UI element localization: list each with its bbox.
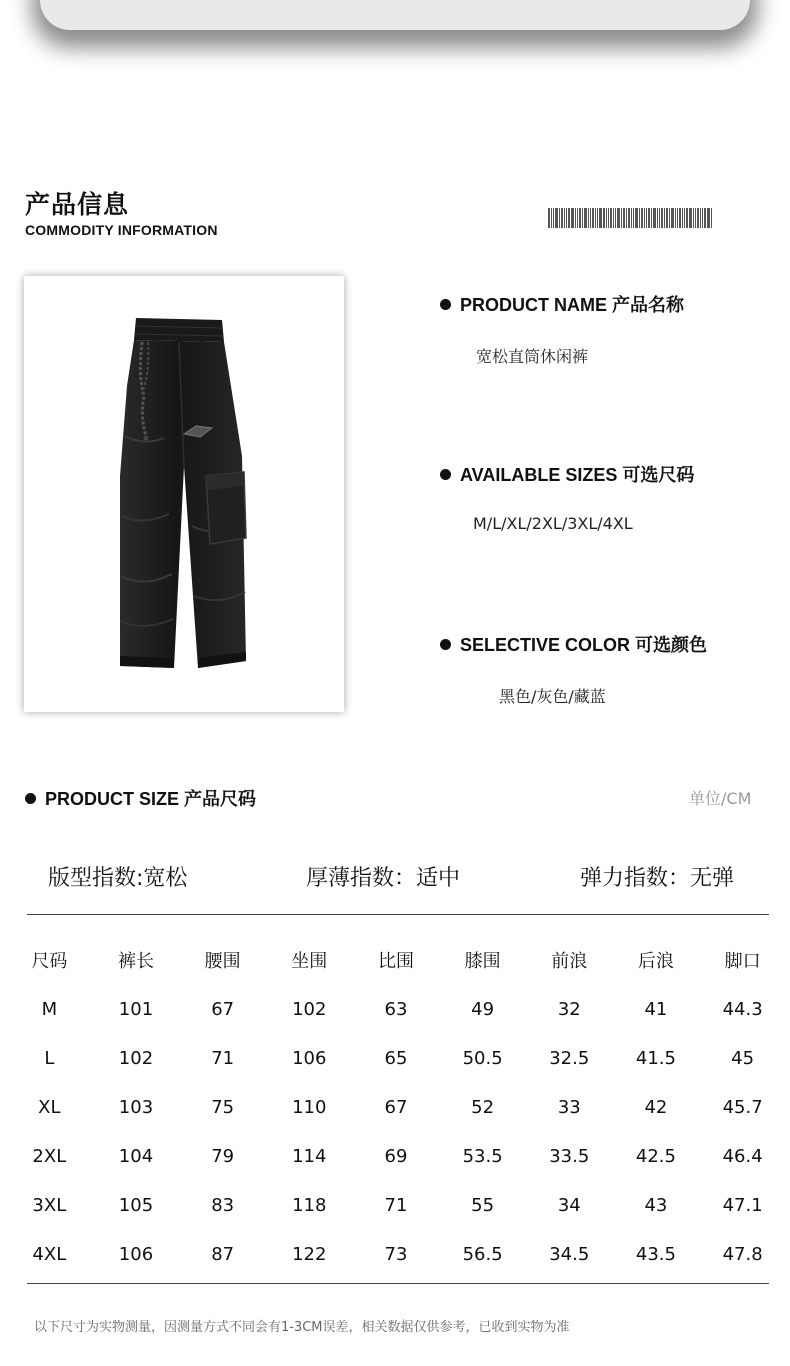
table-top-rule (27, 914, 769, 915)
size-table-header (6, 935, 786, 985)
product-image-card (24, 276, 344, 712)
table-cell: 56.5 (462, 1244, 503, 1265)
table-cell: 63 (384, 999, 408, 1020)
table-cell: 47.8 (722, 1244, 763, 1265)
section-subtitle: COMMODITY INFORMATION (25, 222, 218, 238)
fit-index: 版型指数:宽松 (48, 866, 188, 891)
table-cell: 44.3 (722, 999, 763, 1020)
table-cell: 73 (384, 1244, 408, 1265)
table-cell: 118 (292, 1195, 327, 1216)
table-cell: 105 (118, 1195, 154, 1216)
table-cell: 50.5 (462, 1048, 503, 1069)
table-cell: 33 (557, 1097, 581, 1118)
column-header: 尺码 (31, 951, 68, 972)
column-header: 前浪 (551, 951, 588, 972)
table-cell: 110 (292, 1097, 327, 1118)
table-cell: 79 (211, 1146, 235, 1167)
table-cell: 104 (118, 1146, 154, 1167)
product-name-value: 宽松直筒休闲裤 (476, 347, 589, 366)
table-cell: 42 (644, 1097, 668, 1118)
table-cell: 45 (731, 1048, 755, 1069)
column-header: 比围 (377, 951, 414, 972)
table-row (6, 985, 786, 1034)
table-cell: 33.5 (549, 1146, 590, 1167)
table-cell: 34.5 (549, 1244, 590, 1265)
table-row (6, 1230, 786, 1279)
column-header: 膝围 (464, 951, 501, 972)
table-cell: 41.5 (635, 1048, 676, 1069)
table-cell: M (41, 999, 58, 1020)
bullet-dot-icon (440, 639, 451, 650)
table-cell: 32.5 (549, 1048, 590, 1069)
top-product-card-shadow (40, 0, 750, 30)
table-cell: 34 (557, 1195, 581, 1216)
column-header: 腰围 (204, 951, 241, 972)
table-cell: 67 (384, 1097, 408, 1118)
table-cell: 75 (211, 1097, 235, 1118)
column-header: 裤长 (117, 951, 154, 972)
table-cell: 106 (292, 1048, 327, 1069)
table-cell: 4XL (32, 1244, 67, 1265)
table-cell: 122 (292, 1244, 327, 1265)
info-selective-color (440, 631, 707, 657)
table-cell: 52 (471, 1097, 495, 1118)
product-size-heading (25, 785, 256, 811)
table-cell: 46.4 (722, 1146, 763, 1167)
table-cell: 102 (118, 1048, 154, 1069)
cargo-pants-image (24, 276, 344, 712)
info-product-name (440, 291, 684, 317)
table-cell: 71 (384, 1195, 408, 1216)
table-cell: 102 (292, 999, 327, 1020)
measurement-footnote: 以下尺寸为实物测量，因测量方式不同会有1-3CM误差，相关数据仅供参考，已收到实物为准 (34, 1320, 570, 1335)
table-row (6, 1034, 786, 1083)
column-header: 后浪 (637, 951, 674, 972)
table-cell: 32 (557, 999, 581, 1020)
available-sizes-value: M/L/XL/2XL/3XL/4XL (473, 514, 633, 533)
table-cell: 3XL (32, 1195, 67, 1216)
elasticity-index: 弹力指数：无弹 (580, 866, 735, 891)
product-size-title: PRODUCT SIZE 产品尺码 (45, 789, 257, 809)
table-cell: 42.5 (635, 1146, 676, 1167)
table-cell: L (44, 1048, 55, 1069)
table-row (6, 1083, 786, 1132)
table-cell: 65 (384, 1048, 408, 1069)
table-cell: 103 (118, 1097, 154, 1118)
info-label: PRODUCT NAME 产品名称 (460, 295, 684, 315)
table-cell: 43 (644, 1195, 668, 1216)
bullet-dot-icon (25, 793, 36, 804)
bullet-dot-icon (440, 299, 451, 310)
table-cell: 55 (471, 1195, 495, 1216)
bullet-dot-icon (440, 469, 451, 480)
size-table-body (6, 985, 786, 1279)
table-cell: 2XL (32, 1146, 67, 1167)
column-header: 脚口 (724, 951, 761, 972)
table-cell: 69 (384, 1146, 408, 1167)
table-cell: 45.7 (722, 1097, 763, 1118)
size-table (6, 935, 786, 1279)
table-cell: 43.5 (635, 1244, 676, 1265)
table-cell: XL (38, 1097, 61, 1118)
column-header: 坐围 (291, 951, 328, 972)
unit-label: 单位/CM (689, 789, 752, 808)
table-cell: 67 (211, 999, 235, 1020)
table-cell: 87 (211, 1244, 235, 1265)
thickness-index: 厚薄指数：适中 (306, 866, 461, 891)
info-label: SELECTIVE COLOR 可选颜色 (460, 635, 708, 655)
table-cell: 106 (118, 1244, 154, 1265)
table-cell: 53.5 (462, 1146, 503, 1167)
table-cell: 83 (211, 1195, 235, 1216)
table-cell: 41 (644, 999, 668, 1020)
barcode-icon (548, 208, 748, 228)
info-label: AVAILABLE SIZES 可选尺码 (460, 465, 695, 485)
table-cell: 101 (118, 999, 154, 1020)
info-available-sizes (440, 461, 694, 487)
table-cell: 71 (211, 1048, 235, 1069)
table-cell: 114 (292, 1146, 327, 1167)
table-cell: 49 (471, 999, 495, 1020)
table-bottom-rule (27, 1283, 769, 1284)
table-row (6, 1181, 786, 1230)
table-cell: 47.1 (722, 1195, 763, 1216)
selective-color-value: 黑色/灰色/藏蓝 (499, 687, 606, 706)
table-row (6, 1132, 786, 1181)
section-title: 产品信息 (25, 190, 130, 219)
